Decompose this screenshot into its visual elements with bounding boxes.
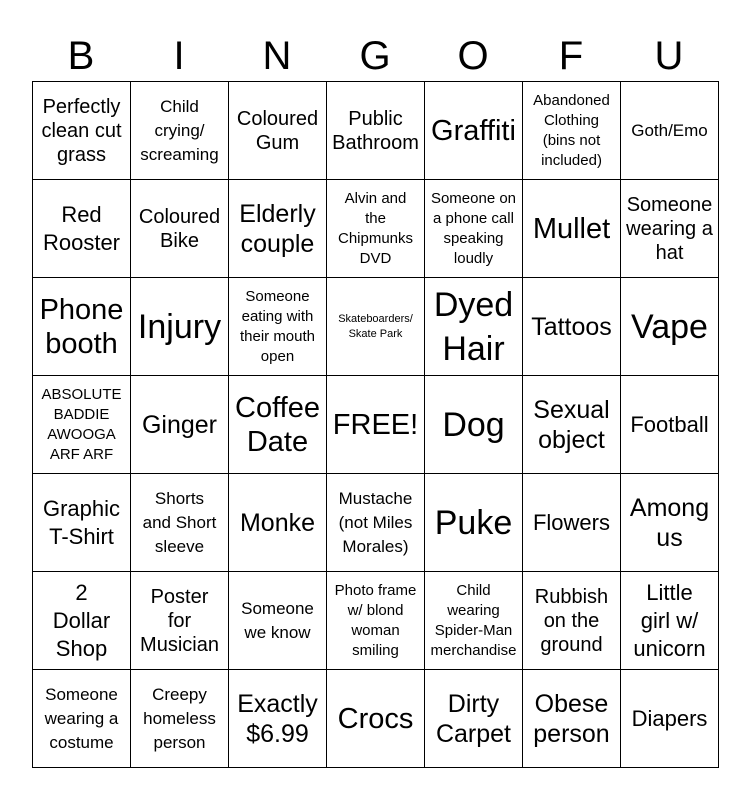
bingo-header [32, 30, 720, 82]
bingo-cell[interactable] [523, 474, 621, 572]
bingo-cell-text: Ginger [141, 410, 218, 439]
bingo-cell-text: Crocs [337, 702, 414, 735]
bingo-cell[interactable] [425, 180, 523, 278]
header-letter: N [262, 34, 292, 78]
bingo-cell[interactable] [131, 376, 229, 474]
bingo-cell[interactable] [33, 474, 131, 572]
bingo-cell[interactable] [229, 278, 327, 376]
bingo-cell[interactable] [523, 82, 621, 180]
bingo-cell[interactable] [33, 376, 131, 474]
bingo-cell-text: Red Rooster [42, 201, 121, 255]
bingo-cell[interactable] [229, 180, 327, 278]
bingo-cell-text: 2 Dollar Shop [52, 579, 111, 661]
bingo-cell[interactable] [33, 180, 131, 278]
bingo-cell-text: Graphic T-Shirt [42, 495, 121, 549]
bingo-cell-text: Someone eating with their mouth open [239, 287, 316, 365]
bingo-cell-text: Puke [434, 503, 513, 542]
bingo-cell[interactable] [131, 82, 229, 180]
bingo-cell-text: Tattoos [531, 312, 612, 341]
bingo-cell[interactable] [229, 670, 327, 768]
bingo-cell[interactable] [425, 474, 523, 572]
bingo-cell[interactable] [523, 572, 621, 670]
bingo-cell-text: Someone on a phone call speaking loudly [430, 189, 517, 267]
bingo-cell[interactable] [523, 278, 621, 376]
bingo-cell[interactable] [621, 376, 719, 474]
bingo-cell-text: Coffee Date [235, 391, 320, 458]
bingo-cell-text: Goth/Emo [631, 120, 708, 140]
bingo-cell[interactable] [131, 278, 229, 376]
bingo-cell[interactable] [327, 474, 425, 572]
bingo-cell-text: Graffiti [431, 114, 516, 147]
header-letter: O [457, 34, 489, 78]
bingo-cell-text: Child crying/ screaming [140, 96, 219, 164]
bingo-cell-text: Dirty Carpet [435, 689, 512, 748]
header-letter: F [558, 34, 584, 78]
bingo-cell-text: Little girl w/ unicorn [633, 579, 706, 661]
bingo-cell-text: Injury [137, 307, 222, 346]
bingo-cell[interactable] [131, 474, 229, 572]
bingo-cell[interactable] [131, 180, 229, 278]
bingo-cell-text: Exactly $6.99 [237, 689, 318, 748]
bingo-cell[interactable] [621, 572, 719, 670]
bingo-cell[interactable] [621, 278, 719, 376]
bingo-cell-text: Dyed Hair [433, 285, 514, 368]
bingo-cell-text: FREE! [332, 408, 419, 441]
bingo-grid [32, 81, 719, 768]
header-letter: I [173, 34, 185, 78]
bingo-cell[interactable] [33, 670, 131, 768]
bingo-cell[interactable] [327, 180, 425, 278]
bingo-cell[interactable] [327, 670, 425, 768]
bingo-cell-text: Among us [629, 493, 710, 552]
bingo-cell[interactable] [621, 474, 719, 572]
bingo-cell-text: Sexual object [533, 395, 610, 454]
bingo-cell-text: Skateboarders/ Skate Park [338, 312, 413, 340]
bingo-cell[interactable] [327, 572, 425, 670]
bingo-cell-text: Mustache (not Miles Morales) [338, 488, 413, 556]
bingo-cell[interactable] [425, 670, 523, 768]
bingo-cell-text: Mullet [532, 212, 611, 245]
bingo-cell[interactable] [33, 278, 131, 376]
bingo-cell[interactable] [229, 82, 327, 180]
bingo-cell-text: Elderly couple [239, 199, 316, 258]
bingo-cell-text: Monke [239, 508, 316, 537]
bingo-cell-text: Football [630, 411, 709, 437]
bingo-cell[interactable] [425, 376, 523, 474]
bingo-cell-text: Poster for Musician [140, 585, 219, 656]
bingo-cell-text: Diapers [631, 705, 708, 731]
bingo-cell[interactable] [229, 572, 327, 670]
bingo-cell-text: Flowers [532, 509, 610, 535]
bingo-cell-text: Dog [442, 405, 505, 444]
bingo-cell-text: Coloured Bike [138, 205, 221, 252]
bingo-cell-text: Alvin and the Chipmunks DVD [337, 189, 414, 267]
bingo-cell-text: ABSOLUTE BADDIE AWOOGA ARF ARF [41, 385, 122, 463]
bingo-cell-text: Child wearing Spider-Man merchandise [430, 581, 517, 659]
bingo-cell[interactable] [523, 670, 621, 768]
bingo-cell[interactable] [425, 572, 523, 670]
bingo-cell-text: Public Bathroom [332, 107, 419, 154]
bingo-cell[interactable] [621, 180, 719, 278]
bingo-cell-text: Someone we know [241, 598, 314, 642]
header-letter: U [654, 34, 684, 78]
bingo-cell[interactable] [327, 278, 425, 376]
bingo-cell-text: Vape [631, 307, 708, 346]
bingo-cell[interactable] [327, 376, 425, 474]
header-letter: G [359, 34, 391, 78]
bingo-cell-text: Abandoned Clothing (bins not included) [533, 91, 610, 169]
bingo-cell[interactable] [621, 670, 719, 768]
bingo-cell-text: Coloured Gum [236, 107, 319, 154]
bingo-cell[interactable] [621, 82, 719, 180]
bingo-cell[interactable] [425, 278, 523, 376]
bingo-cell[interactable] [131, 572, 229, 670]
bingo-cell-text: Creepy homeless person [143, 684, 216, 752]
bingo-cell-text: Phone booth [39, 293, 124, 360]
bingo-cell-text: Perfectly clean cut grass [41, 95, 122, 166]
bingo-cell-text: Someone wearing a hat [626, 193, 713, 264]
bingo-cell[interactable] [523, 376, 621, 474]
bingo-cell-text: Someone wearing a costume [44, 684, 119, 752]
bingo-cell-text: Photo frame w/ blond woman smiling [334, 581, 417, 659]
header-letter: B [67, 34, 95, 78]
bingo-cell[interactable] [523, 180, 621, 278]
bingo-cell[interactable] [131, 670, 229, 768]
bingo-cell-text: Rubbish on the ground [534, 585, 609, 656]
bingo-cell[interactable] [425, 82, 523, 180]
bingo-cell-text: Shorts and Short sleeve [142, 488, 217, 556]
bingo-cell[interactable] [229, 376, 327, 474]
bingo-cell-text: Obese person [533, 689, 610, 748]
bingo-cell[interactable] [33, 82, 131, 180]
bingo-cell[interactable] [33, 572, 131, 670]
bingo-cell[interactable] [327, 82, 425, 180]
bingo-cell[interactable] [229, 474, 327, 572]
